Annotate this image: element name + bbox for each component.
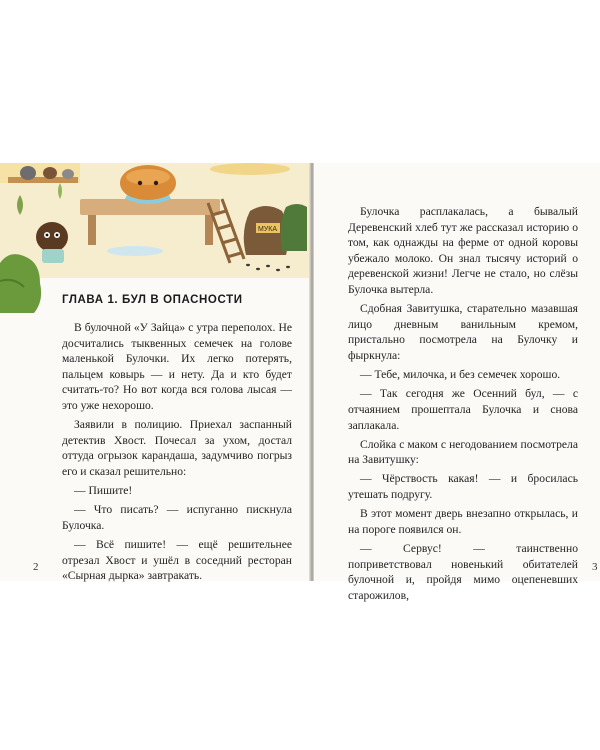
paragraph: В этот момент дверь внезапно открылась, и на пороге появился он. — [348, 507, 578, 536]
flour-sack-icon — [244, 204, 307, 255]
paragraph: — Сервус! — таинственно поприветствовал новенький обитателей булочной и, пройдя мимо оцепеневших старожилов, — [348, 542, 578, 602]
page-number-right: 3 — [592, 561, 598, 573]
paragraph: — Чёрствость какая! — и бросилась утешать подругу. — [348, 472, 578, 502]
bun-character — [120, 165, 176, 202]
left-page-text — [62, 320, 292, 587]
left-page — [0, 163, 311, 581]
paragraph: — Что писать? — испуганно пискнула Булочка. — [62, 503, 292, 532]
bakery-illustration — [0, 163, 311, 343]
chapter-heading: ГЛАВА 1. БУЛ В ОПАСНОСТИ — [62, 294, 243, 306]
paragraph: Заявили в полицию. Приехал заспанный детектив Хвост. Почесал за ухом, достал оттуда огрызок карандаша, задумчиво погрыз его и сказал решительно: — [62, 418, 292, 478]
paragraph: Сдобная Завитушка, старательно мазавшая лицо дневным ванильным кремом, пристально посмотрела на Булочку и фыркнула: — [348, 302, 578, 362]
paragraph: Слойка с маком с негодованием посмотрела на Завитушку: — [348, 437, 578, 467]
paragraph: — Пишите! — [74, 484, 133, 498]
paragraph: — Тебе, милочка, и без семечек хорошо. — [360, 368, 561, 382]
right-page-text — [348, 204, 578, 607]
book-spread — [0, 163, 600, 602]
paragraph: — Так сегодня же Осенний бул, — с отчаянием прошептала Булочка и снова заплакала. — [348, 387, 578, 432]
paragraph: Булочка расплакалась, а бывалый Деревенский хлеб тут же рассказал историю о том, как однажды на ферме от одной коровы убежало молоко. Он знал тысячу историй о деревенской жизни! Легче не стало, но слёзы Булочка вытерла. — [348, 205, 578, 296]
page-number-left: 2 — [33, 561, 39, 573]
svg-text:МУКА: МУКА — [258, 226, 278, 233]
paragraph: В булочной «У Зайца» с утра переполох. Не досчитались тыквенных семечек на голове маленькой Булочки. Их легко потерять, пальцем ковырь — и нету. Да и кто будет считать-то? Но вот когда вся голова лысая — это уже нехорошо. — [62, 321, 292, 412]
paragraph: — Всё пишите! — ещё решительнее отрезал Хвост и ушёл в соседний ресторан «Сырная дырка» завтракать. — [62, 538, 292, 583]
